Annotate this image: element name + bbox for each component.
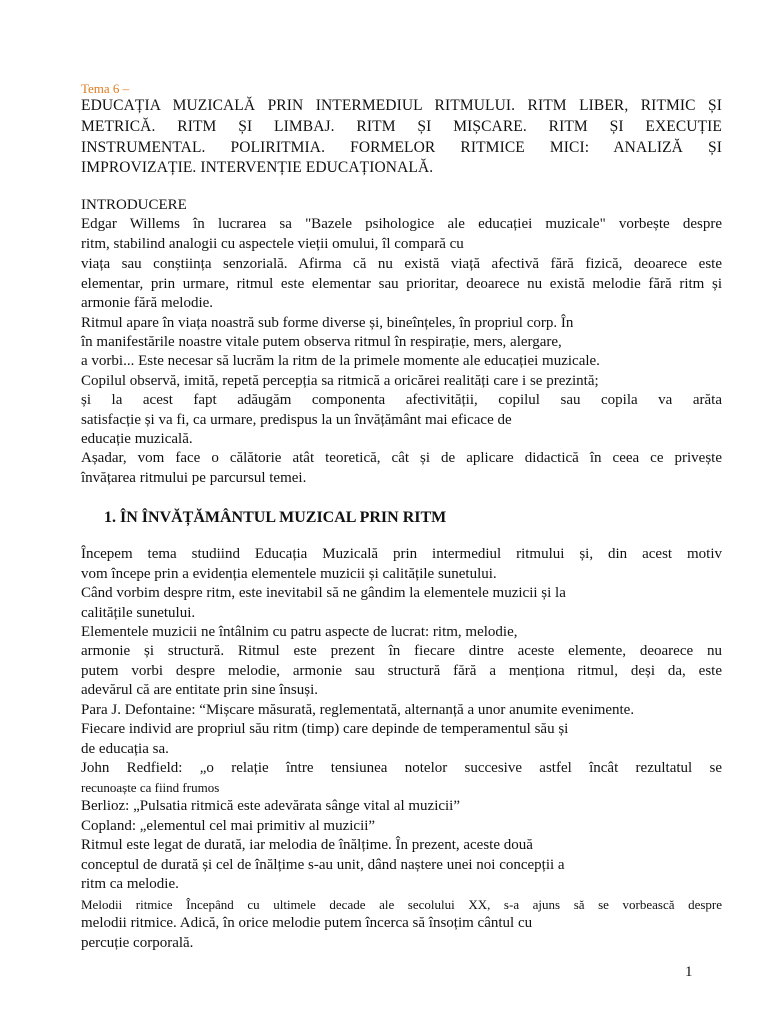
section-1-line: de educația sa. [81, 741, 169, 757]
title-line-3: INSTRUMENTAL. POLIRITMIA. FORMELOR RITMICE MICI: ANALIZĂ ȘI [81, 139, 722, 156]
section-1-line: Când vorbim despre ritm, este inevitabil să ne gândim la elementele muzicii și la [81, 585, 566, 601]
section-1-line: Elementele muzicii ne întâlnim cu patru aspecte de lucrat: ritm, melodie, [81, 624, 518, 640]
section-1-line: ritm ca melodie. [81, 876, 179, 892]
title-line-2: METRICĂ. RITM ȘI LIMBAJ. RITM ȘI MIȘCARE. RITM ȘI EXECUȚIE [81, 118, 722, 135]
intro-line: a vorbi... Este necesar să lucrăm la ritm de la primele momente ale educației muzicale. [81, 353, 600, 369]
title-line-1: EDUCAȚIA MUZICALĂ PRIN INTERMEDIUL RITMULUI. RITM LIBER, RITMIC ȘI [81, 97, 722, 114]
section-1-line: conceptul de durată și cel de înălțime s-au unit, dând naștere unei noi concepții a [81, 857, 565, 873]
section-1-line: Copland: „elementul cel mai primitiv al muzicii” [81, 818, 376, 834]
intro-line: în manifestările noastre vitale putem observa ritmul în respirație, mers, alergare, [81, 334, 562, 350]
intro-line: elementar, prin urmare, ritmul este elementar sau prioritar, deoarece nu există melodie fără ritm și [81, 276, 722, 292]
section-1-line: John Redfield: „o relație între tensiunea notelor succesive astfel încât rezultatul se [81, 760, 722, 776]
section-1-line: Melodii ritmice Începând cu ultimele decade ale secolului XX, s-a ajuns să se vorbească despre [81, 897, 722, 912]
section-1-line: Ritmul este legat de durată, iar melodia de înălțime. În prezent, aceste două [81, 837, 533, 853]
intro-line: satisfacție și va fi, ca urmare, predispus la un învățământ mai eficace de [81, 412, 512, 428]
section-1-line: Fiecare individ are propriul său ritm (timp) care depinde de temperamentul său și [81, 721, 569, 737]
intro-line: ritm, stabilind analogii cu aspectele vieții omului, îl compară cu [81, 236, 464, 252]
page-number: 1 [685, 964, 693, 980]
section-1-line: putem vorbi despre melodie, armonie sau structură fără a menționa ritmul, deși da, este [81, 663, 722, 679]
section-1-line: recunoaște ca fiind frumos [81, 780, 220, 795]
intro-line: viața sau conștiința senzorială. Afirma că nu există viață afectivă fără fizică, deoarece este [81, 256, 722, 272]
intro-line: Ritmul apare în viața noastră sub forme diverse și, bineînțeles, în propriul corp. În [81, 315, 574, 331]
intro-line: Edgar Willems în lucrarea sa "Bazele psihologice ale educației muzicale" vorbește despre [81, 216, 722, 232]
intro-line: Copilul observă, imită, repetă percepția sa ritmică a oricărei realități care i se prezintă; [81, 373, 599, 389]
section-1-line: Berlioz: „Pulsatia ritmică este adevărata sânge vital al muzicii” [81, 798, 461, 814]
title-line-4: IMPROVIZAȚIE. INTERVENȚIE EDUCAȚIONALĂ. [81, 159, 434, 176]
section-1-line: vom începe prin a evidenția elementele muzicii și calitățile sunetului. [81, 566, 497, 582]
section-1-line: percuție corporală. [81, 935, 194, 951]
intro-line: Așadar, vom face o călătorie atât teoretică, cât și de aplicare didactică în ceea ce privește [81, 450, 722, 466]
section-1-line: adevărul că are entitate prin sine însuși. [81, 682, 318, 698]
section-1-line: calitățile sunetului. [81, 605, 196, 621]
intro-heading: INTRODUCERE [81, 197, 187, 213]
intro-line: învățarea ritmului pe parcursul temei. [81, 470, 307, 486]
section-1-line: armonie și structură. Ritmul este prezent în fiecare dintre aceste elemente, deoarece nu [81, 643, 722, 659]
topic-label: Tema 6 – [81, 81, 130, 96]
section-1-line: melodii ritmice. Adică, în orice melodie putem încerca să însoțim cântul cu [81, 915, 533, 931]
intro-line: și la acest fapt adăugăm componenta afectivității, copilul sau copila va arăta [81, 392, 722, 408]
intro-line: educație muzicală. [81, 431, 193, 447]
section-1-line: Para J. Defontaine: “Mișcare măsurată, reglementată, alternanță a unor anumite evenimente. [81, 702, 635, 718]
section-1-heading: 1. ÎN ÎNVĂȚĂMÂNTUL MUZICAL PRIN RITM [104, 509, 447, 526]
intro-line: armonie fără melodie. [81, 295, 214, 311]
section-1-line: Începem tema studiind Educația Muzicală prin intermediul ritmului și, din acest motiv [81, 546, 722, 562]
